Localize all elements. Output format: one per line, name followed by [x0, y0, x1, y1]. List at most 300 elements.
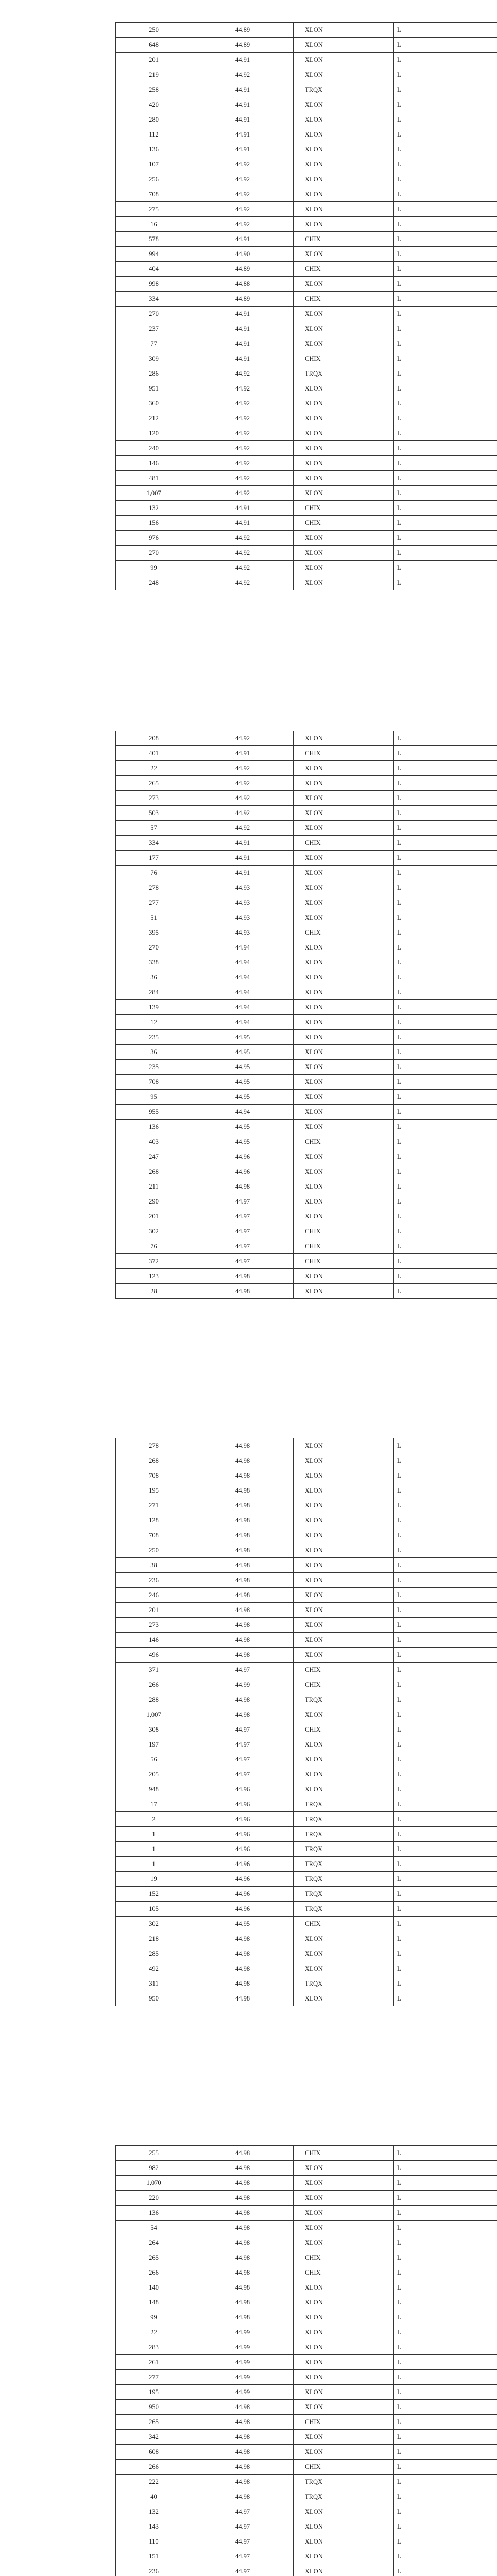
table-row: [116, 851, 497, 866]
table-row: [116, 2534, 497, 2549]
venue-cell: XLON: [294, 1782, 394, 1797]
price-cell: 44.91: [192, 746, 294, 761]
table-row: [116, 1090, 497, 1105]
currency-cell: L: [394, 806, 497, 821]
venue-cell: XLON: [294, 157, 394, 172]
venue-cell: CHIX: [294, 262, 394, 277]
volume-cell: 236: [116, 1573, 192, 1588]
venue-cell: XLON: [294, 1164, 394, 1179]
volume-cell: 1,007: [116, 1707, 192, 1722]
table-row: [116, 731, 497, 746]
currency-cell: L: [394, 776, 497, 791]
venue-cell: XLON: [294, 396, 394, 411]
currency-cell: L: [394, 1872, 497, 1887]
currency-cell: L: [394, 2161, 497, 2176]
table-row: [116, 1976, 497, 1991]
price-cell: 44.98: [192, 2475, 294, 2489]
price-cell: 44.91: [192, 232, 294, 247]
currency-cell: L: [394, 426, 497, 441]
venue-cell: CHIX: [294, 1224, 394, 1239]
venue-cell: XLON: [294, 880, 394, 895]
venue-cell: TRQX: [294, 2489, 394, 2504]
venue-cell: CHIX: [294, 836, 394, 851]
venue-cell: XLON: [294, 1767, 394, 1782]
table-row: [116, 546, 497, 561]
volume-cell: 235: [116, 1060, 192, 1075]
volume-cell: 273: [116, 791, 192, 806]
venue-cell: XLON: [294, 776, 394, 791]
price-cell: 44.98: [192, 1468, 294, 1483]
table-row: [116, 2370, 497, 2385]
volume-cell: 948: [116, 1782, 192, 1797]
venue-cell: XLON: [294, 531, 394, 546]
currency-cell: L: [394, 1991, 497, 2006]
currency-cell: L: [394, 746, 497, 761]
price-cell: 44.91: [192, 97, 294, 112]
currency-cell: L: [394, 381, 497, 396]
price-cell: 44.98: [192, 2430, 294, 2445]
table-row: [116, 1269, 497, 1284]
price-cell: 44.88: [192, 277, 294, 292]
currency-cell: L: [394, 1603, 497, 1618]
currency-cell: L: [394, 1573, 497, 1588]
volume-cell: 271: [116, 1498, 192, 1513]
currency-cell: L: [394, 2415, 497, 2430]
currency-cell: L: [394, 2355, 497, 2370]
currency-cell: L: [394, 1767, 497, 1782]
volume-cell: 950: [116, 1991, 192, 2006]
price-cell: 44.92: [192, 531, 294, 546]
table-row: [116, 426, 497, 441]
currency-cell: L: [394, 1887, 497, 1902]
venue-cell: XLON: [294, 1528, 394, 1543]
venue-cell: XLON: [294, 1149, 394, 1164]
currency-cell: L: [394, 1105, 497, 1120]
currency-cell: L: [394, 2146, 497, 2161]
table-row: [116, 1961, 497, 1976]
venue-cell: TRQX: [294, 1827, 394, 1842]
venue-cell: XLON: [294, 2176, 394, 2191]
table-row: [116, 1842, 497, 1857]
venue-cell: XLON: [294, 851, 394, 866]
price-cell: 44.98: [192, 2161, 294, 2176]
currency-cell: L: [394, 1239, 497, 1254]
volume-cell: 22: [116, 2325, 192, 2340]
table-row: [116, 2221, 497, 2235]
volume-cell: 277: [116, 2370, 192, 2385]
price-cell: 44.96: [192, 1782, 294, 1797]
price-cell: 44.92: [192, 67, 294, 82]
currency-cell: L: [394, 1045, 497, 1060]
venue-cell: TRQX: [294, 82, 394, 97]
table-row: [116, 1588, 497, 1603]
venue-cell: TRQX: [294, 1887, 394, 1902]
volume-cell: 107: [116, 157, 192, 172]
table-row: [116, 2460, 497, 2475]
currency-cell: L: [394, 2475, 497, 2489]
volume-cell: 151: [116, 2549, 192, 2564]
volume-cell: 608: [116, 2445, 192, 2460]
currency-cell: L: [394, 307, 497, 321]
venue-cell: XLON: [294, 426, 394, 441]
volume-cell: 283: [116, 2340, 192, 2355]
venue-cell: XLON: [294, 761, 394, 776]
price-cell: 44.91: [192, 127, 294, 142]
volume-cell: 286: [116, 366, 192, 381]
price-cell: 44.97: [192, 1767, 294, 1782]
table-row: [116, 53, 497, 67]
volume-cell: 212: [116, 411, 192, 426]
price-cell: 44.98: [192, 2146, 294, 2161]
table-row: [116, 746, 497, 761]
venue-cell: XLON: [294, 1090, 394, 1105]
price-cell: 44.98: [192, 1603, 294, 1618]
price-cell: 44.92: [192, 187, 294, 202]
currency-cell: L: [394, 411, 497, 426]
price-cell: 44.98: [192, 1991, 294, 2006]
venue-cell: XLON: [294, 1453, 394, 1468]
currency-cell: L: [394, 1558, 497, 1573]
currency-cell: L: [394, 1782, 497, 1797]
price-cell: 44.97: [192, 1737, 294, 1752]
trades-table-4: [115, 2145, 497, 2576]
venue-cell: XLON: [294, 277, 394, 292]
currency-cell: L: [394, 232, 497, 247]
price-cell: 44.95: [192, 1090, 294, 1105]
price-cell: 44.96: [192, 1872, 294, 1887]
price-cell: 44.91: [192, 351, 294, 366]
price-cell: 44.92: [192, 381, 294, 396]
table-row: [116, 1917, 497, 1931]
price-cell: 44.98: [192, 2280, 294, 2295]
currency-cell: L: [394, 1618, 497, 1633]
venue-cell: XLON: [294, 866, 394, 880]
venue-cell: CHIX: [294, 292, 394, 307]
currency-cell: L: [394, 2445, 497, 2460]
venue-cell: XLON: [294, 940, 394, 955]
price-cell: 44.92: [192, 426, 294, 441]
table-row: [116, 1498, 497, 1513]
currency-cell: L: [394, 441, 497, 456]
price-cell: 44.93: [192, 925, 294, 940]
table-row: [116, 2549, 497, 2564]
volume-cell: 205: [116, 1767, 192, 1782]
volume-cell: 578: [116, 232, 192, 247]
venue-cell: XLON: [294, 2221, 394, 2235]
volume-cell: 195: [116, 1483, 192, 1498]
venue-cell: XLON: [294, 321, 394, 336]
currency-cell: L: [394, 1677, 497, 1692]
price-cell: 44.96: [192, 1842, 294, 1857]
volume-cell: 1: [116, 1842, 192, 1857]
volume-cell: 54: [116, 2221, 192, 2235]
venue-cell: TRQX: [294, 2475, 394, 2489]
price-cell: 44.92: [192, 731, 294, 746]
table-row: [116, 970, 497, 985]
currency-cell: L: [394, 82, 497, 97]
price-cell: 44.95: [192, 1120, 294, 1134]
volume-cell: 76: [116, 866, 192, 880]
table-row: [116, 2161, 497, 2176]
price-cell: 44.95: [192, 1045, 294, 1060]
currency-cell: L: [394, 1543, 497, 1558]
table-row: [116, 1453, 497, 1468]
volume-cell: 420: [116, 97, 192, 112]
table-row: [116, 1827, 497, 1842]
venue-cell: XLON: [294, 441, 394, 456]
price-cell: 44.98: [192, 1284, 294, 1299]
price-cell: 44.98: [192, 1179, 294, 1194]
volume-cell: 208: [116, 731, 192, 746]
price-cell: 44.98: [192, 2221, 294, 2235]
volume-cell: 308: [116, 1722, 192, 1737]
currency-cell: L: [394, 2564, 497, 2576]
volume-cell: 110: [116, 2534, 192, 2549]
price-cell: 44.97: [192, 1224, 294, 1239]
price-cell: 44.91: [192, 516, 294, 531]
volume-cell: 248: [116, 575, 192, 590]
venue-cell: XLON: [294, 112, 394, 127]
venue-cell: XLON: [294, 1618, 394, 1633]
table-row: [116, 2519, 497, 2534]
price-cell: 44.97: [192, 2504, 294, 2519]
volume-cell: 648: [116, 38, 192, 53]
table-row: [116, 1194, 497, 1209]
table-row: [116, 82, 497, 97]
volume-cell: 99: [116, 2310, 192, 2325]
table-row: [116, 1015, 497, 1030]
currency-cell: L: [394, 2385, 497, 2400]
volume-cell: 270: [116, 307, 192, 321]
currency-cell: L: [394, 1438, 497, 1453]
volume-cell: 334: [116, 292, 192, 307]
volume-cell: 19: [116, 1872, 192, 1887]
venue-cell: CHIX: [294, 2460, 394, 2475]
currency-cell: L: [394, 2489, 497, 2504]
price-cell: 44.98: [192, 1588, 294, 1603]
currency-cell: L: [394, 1209, 497, 1224]
price-cell: 44.94: [192, 1000, 294, 1015]
price-cell: 44.99: [192, 2340, 294, 2355]
price-cell: 44.98: [192, 2265, 294, 2280]
volume-cell: 261: [116, 2355, 192, 2370]
currency-cell: L: [394, 1164, 497, 1179]
table-row: [116, 1060, 497, 1075]
volume-cell: 250: [116, 23, 192, 38]
venue-cell: XLON: [294, 307, 394, 321]
volume-cell: 2: [116, 1812, 192, 1827]
price-cell: 44.95: [192, 1134, 294, 1149]
table-row: [116, 1782, 497, 1797]
venue-cell: XLON: [294, 1513, 394, 1528]
volume-cell: 195: [116, 2385, 192, 2400]
currency-cell: L: [394, 2370, 497, 2385]
volume-cell: 268: [116, 1453, 192, 1468]
venue-cell: XLON: [294, 1015, 394, 1030]
price-cell: 44.98: [192, 1528, 294, 1543]
table-row: [116, 127, 497, 142]
venue-cell: CHIX: [294, 1663, 394, 1677]
volume-cell: 270: [116, 940, 192, 955]
table-row: [116, 1224, 497, 1239]
table-row: [116, 2250, 497, 2265]
table-row: [116, 1513, 497, 1528]
venue-cell: XLON: [294, 1120, 394, 1134]
currency-cell: L: [394, 1902, 497, 1917]
price-cell: 44.91: [192, 866, 294, 880]
price-cell: 44.98: [192, 1946, 294, 1961]
volume-cell: 237: [116, 321, 192, 336]
table-row: [116, 67, 497, 82]
currency-cell: L: [394, 471, 497, 486]
volume-cell: 177: [116, 851, 192, 866]
price-cell: 44.95: [192, 1030, 294, 1045]
table-row: [116, 321, 497, 336]
volume-cell: 503: [116, 806, 192, 821]
price-cell: 44.98: [192, 1692, 294, 1707]
table-row: [116, 2400, 497, 2415]
price-cell: 44.91: [192, 336, 294, 351]
price-cell: 44.93: [192, 895, 294, 910]
venue-cell: XLON: [294, 806, 394, 821]
currency-cell: L: [394, 142, 497, 157]
price-cell: 44.91: [192, 53, 294, 67]
table-row: [116, 866, 497, 880]
price-cell: 44.97: [192, 1239, 294, 1254]
table-row: [116, 142, 497, 157]
price-cell: 44.92: [192, 411, 294, 426]
venue-cell: XLON: [294, 910, 394, 925]
table-row: [116, 2564, 497, 2576]
volume-cell: 708: [116, 187, 192, 202]
volume-cell: 40: [116, 2489, 192, 2504]
price-cell: 44.91: [192, 307, 294, 321]
price-cell: 44.98: [192, 1931, 294, 1946]
venue-cell: TRQX: [294, 1872, 394, 1887]
venue-cell: CHIX: [294, 746, 394, 761]
volume-cell: 403: [116, 1134, 192, 1149]
volume-cell: 278: [116, 1438, 192, 1453]
venue-cell: XLON: [294, 1209, 394, 1224]
price-cell: 44.92: [192, 157, 294, 172]
price-cell: 44.94: [192, 1015, 294, 1030]
venue-cell: XLON: [294, 67, 394, 82]
venue-cell: XLON: [294, 1030, 394, 1045]
table-row: [116, 955, 497, 970]
price-cell: 44.97: [192, 1209, 294, 1224]
currency-cell: L: [394, 1648, 497, 1663]
table-row: [116, 112, 497, 127]
currency-cell: L: [394, 1075, 497, 1090]
price-cell: 44.94: [192, 970, 294, 985]
volume-cell: 128: [116, 1513, 192, 1528]
currency-cell: L: [394, 1633, 497, 1648]
venue-cell: XLON: [294, 142, 394, 157]
venue-cell: XLON: [294, 1648, 394, 1663]
volume-cell: 220: [116, 2191, 192, 2206]
table-row: [116, 1618, 497, 1633]
currency-cell: L: [394, 2280, 497, 2295]
table-row: [116, 411, 497, 426]
volume-cell: 240: [116, 441, 192, 456]
volume-cell: 265: [116, 2415, 192, 2430]
volume-cell: 288: [116, 1692, 192, 1707]
price-cell: 44.92: [192, 561, 294, 575]
table-row: [116, 1812, 497, 1827]
venue-cell: XLON: [294, 1633, 394, 1648]
table-row: [116, 1164, 497, 1179]
price-cell: 44.98: [192, 2176, 294, 2191]
currency-cell: L: [394, 202, 497, 217]
volume-cell: 309: [116, 351, 192, 366]
volume-cell: 708: [116, 1468, 192, 1483]
table-row: [116, 925, 497, 940]
venue-cell: XLON: [294, 486, 394, 501]
volume-cell: 1,007: [116, 486, 192, 501]
venue-cell: TRQX: [294, 1842, 394, 1857]
table-row: [116, 1438, 497, 1453]
volume-cell: 266: [116, 2460, 192, 2475]
currency-cell: L: [394, 172, 497, 187]
currency-cell: L: [394, 1692, 497, 1707]
table-row: [116, 307, 497, 321]
volume-cell: 120: [116, 426, 192, 441]
table-row: [116, 2415, 497, 2430]
currency-cell: L: [394, 546, 497, 561]
venue-cell: XLON: [294, 2340, 394, 2355]
volume-cell: 266: [116, 1677, 192, 1692]
table-row: [116, 940, 497, 955]
currency-cell: L: [394, 2176, 497, 2191]
currency-cell: L: [394, 1498, 497, 1513]
price-cell: 44.95: [192, 1917, 294, 1931]
price-cell: 44.91: [192, 142, 294, 157]
volume-cell: 302: [116, 1917, 192, 1931]
table-row: [116, 1000, 497, 1015]
currency-cell: L: [394, 895, 497, 910]
volume-cell: 152: [116, 1887, 192, 1902]
price-cell: 44.99: [192, 2370, 294, 2385]
venue-cell: XLON: [294, 1179, 394, 1194]
volume-cell: 268: [116, 1164, 192, 1179]
price-cell: 44.90: [192, 247, 294, 262]
table-row: [116, 1483, 497, 1498]
venue-cell: XLON: [294, 2504, 394, 2519]
venue-cell: XLON: [294, 561, 394, 575]
volume-cell: 255: [116, 2146, 192, 2161]
venue-cell: XLON: [294, 791, 394, 806]
table-row: [116, 1707, 497, 1722]
trades-table-2: [115, 731, 497, 1299]
volume-cell: 132: [116, 501, 192, 516]
price-cell: 44.92: [192, 441, 294, 456]
price-cell: 44.94: [192, 955, 294, 970]
currency-cell: L: [394, 2400, 497, 2415]
price-cell: 44.89: [192, 38, 294, 53]
price-cell: 44.98: [192, 2310, 294, 2325]
price-cell: 44.98: [192, 1558, 294, 1573]
venue-cell: TRQX: [294, 1812, 394, 1827]
venue-cell: XLON: [294, 2191, 394, 2206]
price-cell: 44.98: [192, 2489, 294, 2504]
currency-cell: L: [394, 985, 497, 1000]
volume-cell: 265: [116, 2250, 192, 2265]
table-row: [116, 2310, 497, 2325]
price-cell: 44.92: [192, 806, 294, 821]
currency-cell: L: [394, 1513, 497, 1528]
currency-cell: L: [394, 157, 497, 172]
volume-cell: 982: [116, 2161, 192, 2176]
